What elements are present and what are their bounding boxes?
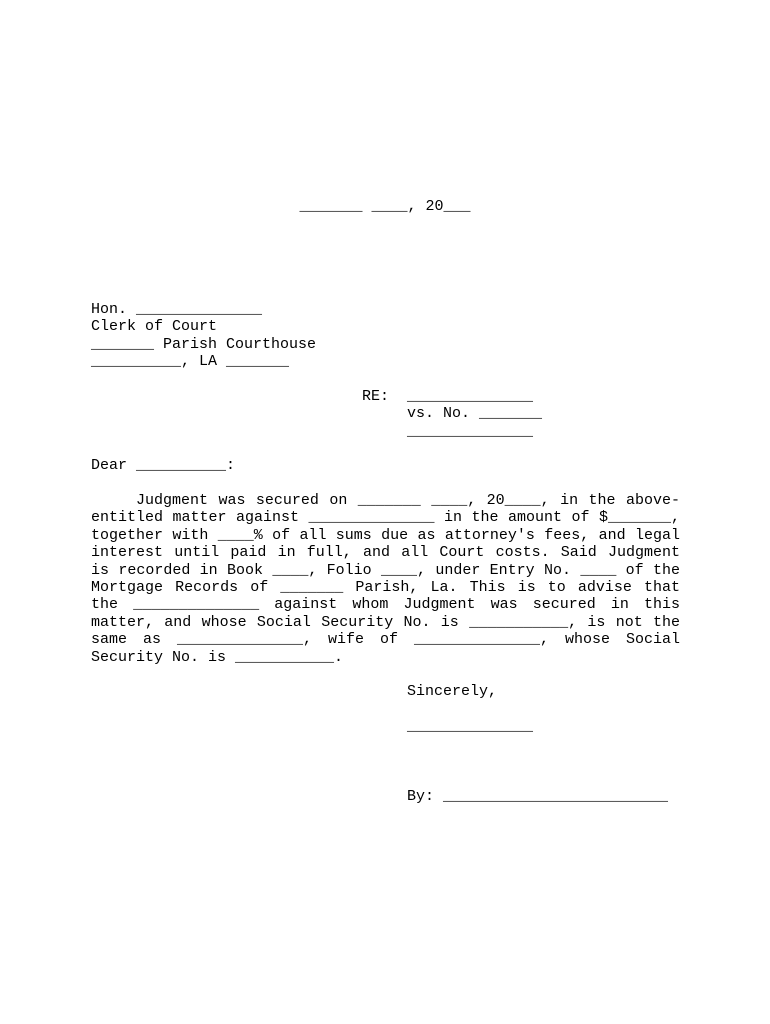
addressee-courthouse-line: _______ Parish Courthouse [91,336,317,353]
addressee-name-line: Hon. ______________ [91,301,263,318]
date-line: _______ ____, 20___ [299,198,471,215]
addressee-city-line: __________, LA _______ [91,353,290,370]
re-line-3: ______________ [407,423,534,440]
re-line-1: ______________ [407,388,534,405]
addressee-title-line: Clerk of Court [91,318,218,335]
re-label: RE: [362,388,390,405]
by-signature-line: By: _________________________ [407,788,669,805]
letter-body-text: Judgment was secured on _______ ____, 20____, in the above-entitled matter against ______________ in the amount of $_______, together with ____% of all sums due as attorney's fees, and legal interest until paid in full, and all Court costs. Said Judgment is recorded in Book ____, Folio ____, under Entry No. ____ of the Mortgage Records of _______ Parish, La. This is to advise that the ______________ against whom Judgment was secured in this matter, and whose Social Security No. is ___________, is not the same as ______________, wife of ______________, whose Social Security No. is ___________. [91,492,680,666]
salutation: Dear __________: [91,457,236,474]
closing-sincerely: Sincerely, [407,683,498,700]
re-line-2: vs. No. _______ [407,405,543,422]
letter-body [91,492,680,666]
signature-line: ______________ [407,718,534,735]
